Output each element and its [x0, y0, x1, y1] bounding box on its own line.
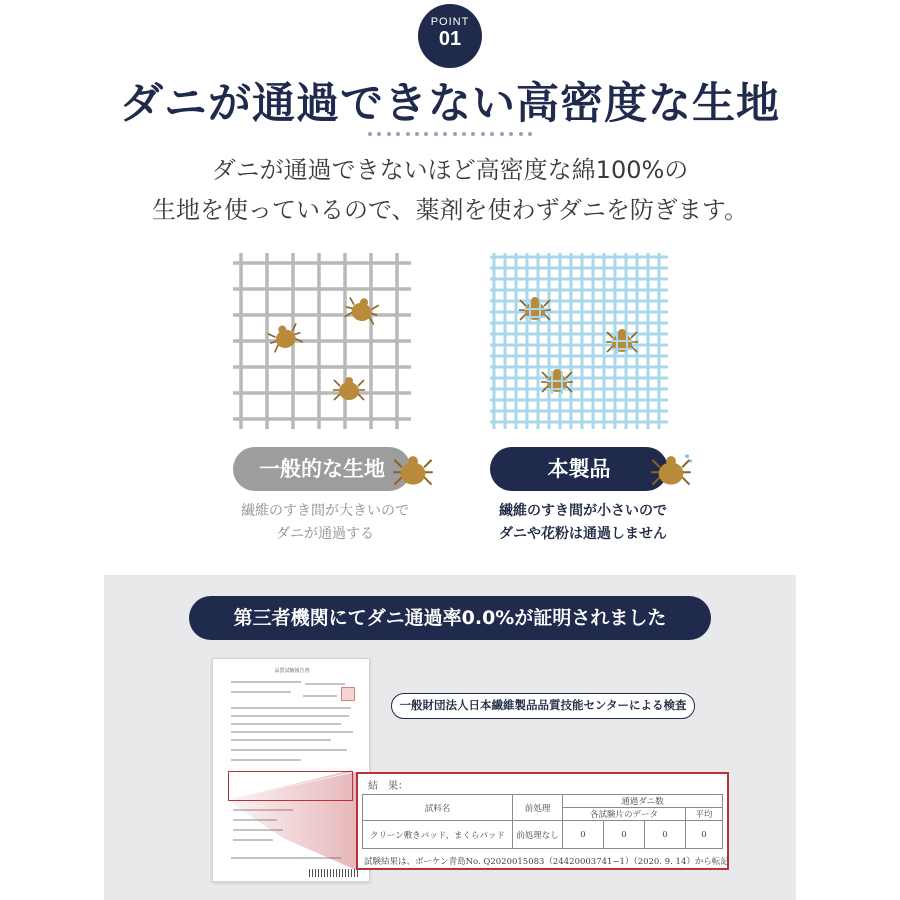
cell-value-2: 0	[603, 821, 644, 849]
dust-mite-icon	[650, 452, 692, 490]
point-label: POINT	[430, 16, 470, 28]
headline: ダニが通過できない高密度な生地	[120, 79, 780, 129]
point-badge	[418, 4, 482, 68]
blocked-mite-icon	[518, 294, 552, 324]
coarse-fabric-grid	[233, 253, 411, 429]
blocked-mite-icon	[605, 326, 639, 356]
header-pretreatment: 前処理	[513, 795, 563, 821]
general-desc-line-2: ダニが通過する	[276, 526, 374, 542]
general-desc-line-1: 繊維のすき間が大きいので	[241, 503, 409, 519]
header-average: 平均	[685, 808, 722, 821]
subtext-line-1: ダニが通過できないほど高密度な綿100%の	[211, 156, 689, 184]
test-result-box	[356, 772, 729, 870]
dotted-divider	[368, 130, 532, 138]
general-fabric-label: 一般的な生地	[233, 447, 411, 491]
header-sample: 試料名	[363, 795, 513, 821]
product-desc-line-1: 繊維のすき間が小さいので	[499, 503, 667, 519]
result-table	[362, 794, 723, 849]
test-report-document	[212, 658, 370, 882]
barcode	[309, 869, 359, 877]
blocked-mite-icon	[540, 366, 574, 396]
cell-pretreatment: 前処理なし	[513, 821, 563, 849]
subtext-line-2: 生地を使っているので、薬剤を使わずダニを防ぎます。	[152, 196, 748, 224]
product-description	[478, 500, 688, 546]
inspection-agency-label: 一般財団法人日本繊維製品品質技能センターによる検査	[391, 693, 695, 719]
subtext	[0, 150, 900, 230]
result-label: 結 果：	[368, 781, 408, 792]
dust-mite-icon	[332, 374, 366, 404]
highlighted-result-region	[228, 771, 353, 801]
cell-value-1: 0	[563, 821, 604, 849]
result-footnote: 試験結果は、ボーケン青島No. Q2020015083（24420003741−1）（2020. 9. 14）から転記	[364, 857, 729, 867]
dust-mite-icon	[392, 452, 434, 490]
coarse-grid-svg	[233, 253, 411, 429]
dense-grid-svg	[490, 253, 668, 429]
product-desc-line-2: ダニや花粉は通過しません	[499, 526, 667, 542]
cell-average: 0	[685, 821, 722, 849]
document-title: 品質試験報告書	[274, 668, 310, 674]
cell-sample-name: クリーン敷きパッド、まくらパッド	[363, 821, 513, 849]
certification-banner: 第三者機関にてダニ通過率0.0%が証明されました	[189, 596, 711, 640]
seal-stamp-icon	[341, 687, 355, 701]
dense-fabric-grid	[490, 253, 668, 429]
product-label: 本製品	[490, 447, 668, 491]
header-passed-mites: 通過ダニ数	[563, 795, 723, 808]
cell-value-3: 0	[644, 821, 685, 849]
general-fabric-description	[225, 500, 425, 546]
header-each-specimen: 各試験片のデータ	[563, 808, 686, 821]
point-number: 01	[438, 28, 462, 50]
